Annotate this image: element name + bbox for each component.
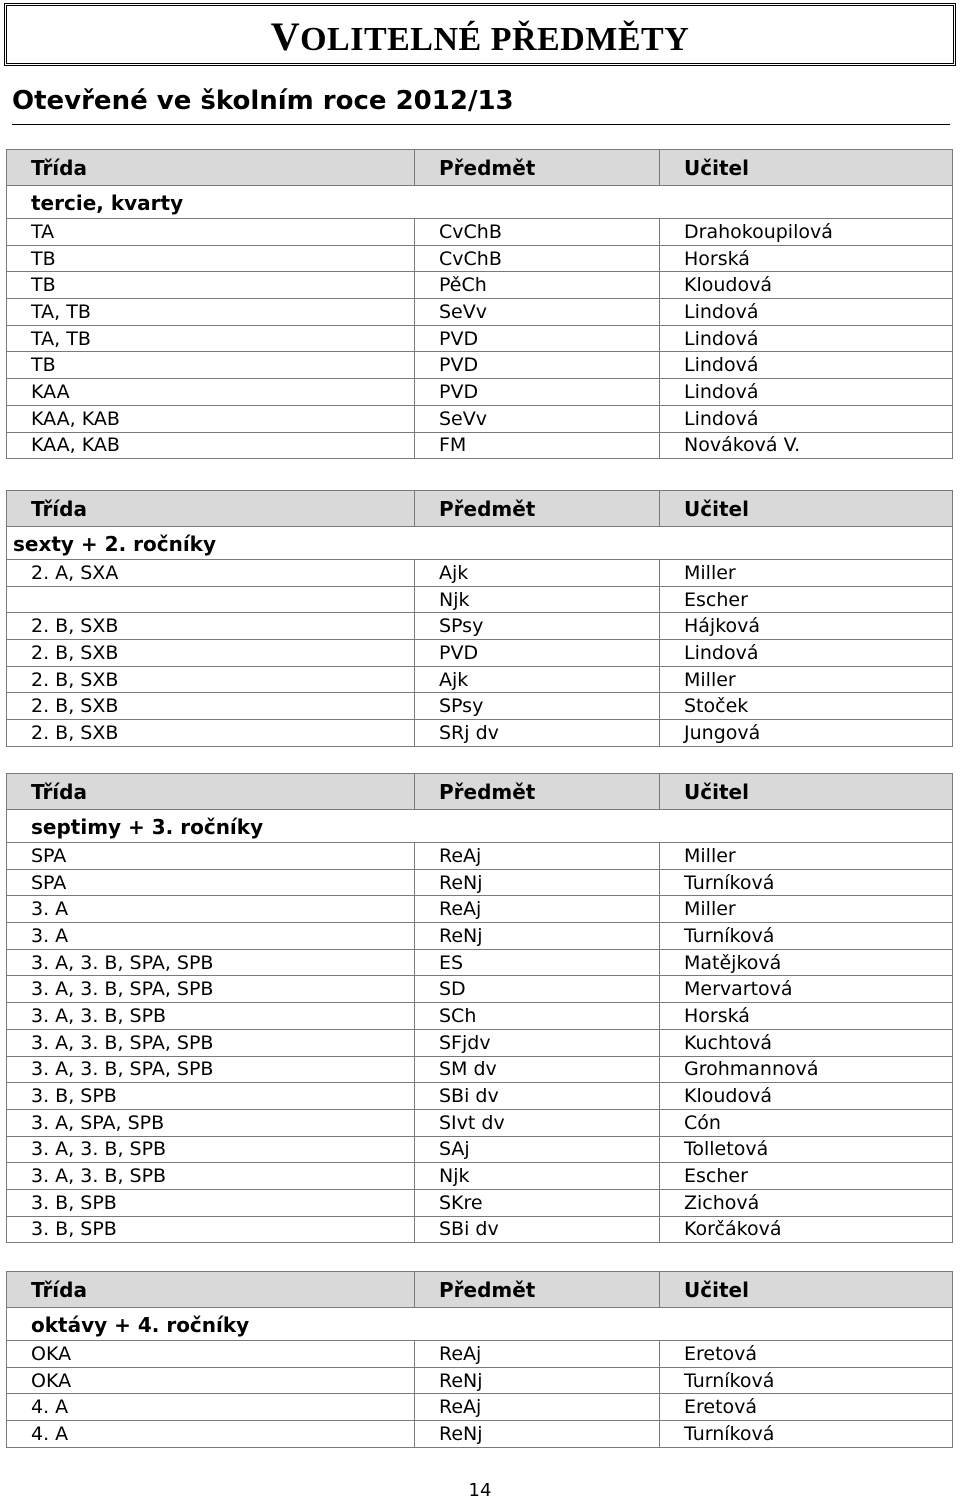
cell-ucitel: Matějková xyxy=(660,949,953,976)
cell-trida: 3. B, SPB xyxy=(7,1189,415,1216)
cell-predmet: SeVv xyxy=(415,405,660,432)
header-ucitel: Učitel xyxy=(660,150,953,186)
cell-ucitel: Hájková xyxy=(660,613,953,640)
cell-predmet: Njk xyxy=(415,1163,660,1190)
table-row xyxy=(7,1136,953,1163)
cell-ucitel: Stoček xyxy=(660,693,953,720)
cell-ucitel: Lindová xyxy=(660,352,953,379)
cell-trida: 3. A, 3. B, SPA, SPB xyxy=(7,1029,415,1056)
cell-predmet: SeVv xyxy=(415,299,660,326)
table-header-row xyxy=(7,774,953,810)
cell-ucitel: Cón xyxy=(660,1109,953,1136)
cell-trida: KAA, KAB xyxy=(7,432,415,459)
cell-predmet: PěCh xyxy=(415,272,660,299)
table-row xyxy=(7,976,953,1003)
header-trida: Třída xyxy=(7,491,415,527)
table-row xyxy=(7,1341,953,1368)
table-header-row xyxy=(7,491,953,527)
cell-ucitel: Kloudová xyxy=(660,1083,953,1110)
cell-predmet: ReAj xyxy=(415,896,660,923)
cell-ucitel: Escher xyxy=(660,1163,953,1190)
cell-predmet: CvChB xyxy=(415,245,660,272)
cell-ucitel: Nováková V. xyxy=(660,432,953,459)
group-label: sexty + 2. ročníky xyxy=(7,527,953,560)
cell-trida: OKA xyxy=(7,1367,415,1394)
cell-trida: TA, TB xyxy=(7,299,415,326)
table-row xyxy=(7,325,953,352)
cell-trida: 3. B, SPB xyxy=(7,1216,415,1243)
title-rest: OLITELNÉ PŘEDMĚTY xyxy=(300,21,690,58)
cell-predmet: ReNj xyxy=(415,1421,660,1448)
cell-trida: 3. A, 3. B, SPB xyxy=(7,1163,415,1190)
table-row xyxy=(7,720,953,747)
cell-ucitel: Miller xyxy=(660,560,953,587)
page-number: 14 xyxy=(468,1480,492,1501)
cell-ucitel: Turníková xyxy=(660,1367,953,1394)
cell-trida: 3. A xyxy=(7,896,415,923)
document-title xyxy=(4,3,956,66)
group-label: septimy + 3. ročníky xyxy=(7,810,953,843)
cell-predmet: ReNj xyxy=(415,923,660,950)
cell-trida: 3. A, 3. B, SPA, SPB xyxy=(7,949,415,976)
cell-predmet: SCh xyxy=(415,1003,660,1030)
table-row xyxy=(7,1056,953,1083)
cell-trida: 4. A xyxy=(7,1394,415,1421)
table-row xyxy=(7,896,953,923)
cell-trida: 2. B, SXB xyxy=(7,613,415,640)
cell-predmet: Ajk xyxy=(415,666,660,693)
cell-ucitel: Turníková xyxy=(660,1421,953,1448)
cell-ucitel: Miller xyxy=(660,843,953,870)
cell-predmet: SBi dv xyxy=(415,1216,660,1243)
table-row xyxy=(7,379,953,406)
cell-predmet: Njk xyxy=(415,586,660,613)
group-label: oktávy + 4. ročníky xyxy=(7,1308,953,1341)
cell-predmet: PVD xyxy=(415,352,660,379)
table-row xyxy=(7,560,953,587)
cell-predmet: SD xyxy=(415,976,660,1003)
cell-trida: 4. A xyxy=(7,1421,415,1448)
cell-ucitel: Eretová xyxy=(660,1394,953,1421)
cell-predmet: SPsy xyxy=(415,693,660,720)
table-row xyxy=(7,245,953,272)
cell-predmet: SBi dv xyxy=(415,1083,660,1110)
table-oktavy xyxy=(6,1271,953,1448)
cell-predmet: Ajk xyxy=(415,560,660,587)
table-row xyxy=(7,869,953,896)
table-row xyxy=(7,613,953,640)
cell-predmet: ReAj xyxy=(415,1341,660,1368)
cell-predmet: FM xyxy=(415,432,660,459)
header-trida: Třída xyxy=(7,150,415,186)
cell-trida xyxy=(7,586,415,613)
cell-trida: 3. A, 3. B, SPB xyxy=(7,1003,415,1030)
cell-predmet: SFjdv xyxy=(415,1029,660,1056)
header-trida: Třída xyxy=(7,774,415,810)
table-row xyxy=(7,1083,953,1110)
cell-predmet: SPsy xyxy=(415,613,660,640)
cell-predmet: SRj dv xyxy=(415,720,660,747)
table-row xyxy=(7,1109,953,1136)
table-row xyxy=(7,1394,953,1421)
cell-ucitel: Jungová xyxy=(660,720,953,747)
header-predmet: Předmět xyxy=(415,1272,660,1308)
cell-predmet: ES xyxy=(415,949,660,976)
cell-predmet: ReAj xyxy=(415,1394,660,1421)
cell-ucitel: Mervartová xyxy=(660,976,953,1003)
subtitle-rule xyxy=(12,124,950,125)
group-row xyxy=(7,186,953,219)
table-row xyxy=(7,1189,953,1216)
group-row xyxy=(7,1308,953,1341)
table-tercie-kvarty xyxy=(6,149,953,459)
cell-ucitel: Lindová xyxy=(660,325,953,352)
cell-predmet: PVD xyxy=(415,640,660,667)
cell-ucitel: Eretová xyxy=(660,1341,953,1368)
group-row xyxy=(7,527,953,560)
header-trida: Třída xyxy=(7,1272,415,1308)
cell-trida: 3. A, 3. B, SPA, SPB xyxy=(7,1056,415,1083)
cell-ucitel: Turníková xyxy=(660,869,953,896)
page-subtitle: Otevřené ve školním roce 2012/13 xyxy=(12,86,514,116)
cell-trida: 3. B, SPB xyxy=(7,1083,415,1110)
table-row xyxy=(7,1367,953,1394)
table-row xyxy=(7,949,953,976)
cell-ucitel: Lindová xyxy=(660,379,953,406)
cell-trida: 3. A xyxy=(7,923,415,950)
cell-ucitel: Lindová xyxy=(660,299,953,326)
table-row xyxy=(7,352,953,379)
table-row xyxy=(7,843,953,870)
cell-ucitel: Turníková xyxy=(660,923,953,950)
cell-predmet: ReNj xyxy=(415,1367,660,1394)
cell-trida: 3. A, SPA, SPB xyxy=(7,1109,415,1136)
table-row xyxy=(7,586,953,613)
table-row xyxy=(7,1029,953,1056)
table-row xyxy=(7,1421,953,1448)
cell-trida: TB xyxy=(7,272,415,299)
cell-predmet: CvChB xyxy=(415,219,660,246)
cell-trida: TB xyxy=(7,245,415,272)
cell-ucitel: Horská xyxy=(660,1003,953,1030)
cell-ucitel: Kloudová xyxy=(660,272,953,299)
cell-trida: 2. B, SXB xyxy=(7,666,415,693)
table-sexty xyxy=(6,490,953,747)
cell-ucitel: Grohmannová xyxy=(660,1056,953,1083)
cell-trida: SPA xyxy=(7,843,415,870)
cell-predmet: PVD xyxy=(415,379,660,406)
table-row xyxy=(7,640,953,667)
cell-trida: 2. B, SXB xyxy=(7,720,415,747)
cell-ucitel: Zichová xyxy=(660,1189,953,1216)
cell-trida: 3. A, 3. B, SPB xyxy=(7,1136,415,1163)
cell-trida: TA xyxy=(7,219,415,246)
header-predmet: Předmět xyxy=(415,150,660,186)
cell-trida: 3. A, 3. B, SPA, SPB xyxy=(7,976,415,1003)
table-header-row xyxy=(7,1272,953,1308)
cell-trida: 2. B, SXB xyxy=(7,640,415,667)
cell-predmet: SM dv xyxy=(415,1056,660,1083)
cell-trida: TA, TB xyxy=(7,325,415,352)
cell-trida: TB xyxy=(7,352,415,379)
table-header-row xyxy=(7,150,953,186)
cell-predmet: PVD xyxy=(415,325,660,352)
table-row xyxy=(7,1216,953,1243)
header-predmet: Předmět xyxy=(415,491,660,527)
cell-ucitel: Miller xyxy=(660,896,953,923)
header-ucitel: Učitel xyxy=(660,774,953,810)
table-row xyxy=(7,299,953,326)
cell-ucitel: Tolletová xyxy=(660,1136,953,1163)
cell-predmet: ReNj xyxy=(415,869,660,896)
cell-predmet: ReAj xyxy=(415,843,660,870)
group-row xyxy=(7,810,953,843)
cell-trida: 2. A, SXA xyxy=(7,560,415,587)
cell-ucitel: Escher xyxy=(660,586,953,613)
header-ucitel: Učitel xyxy=(660,1272,953,1308)
cell-trida: 2. B, SXB xyxy=(7,693,415,720)
table-septimy xyxy=(6,773,953,1243)
cell-ucitel: Drahokoupilová xyxy=(660,219,953,246)
cell-ucitel: Lindová xyxy=(660,640,953,667)
title-first-letter: V xyxy=(270,14,301,59)
cell-ucitel: Horská xyxy=(660,245,953,272)
table-row xyxy=(7,666,953,693)
cell-trida: OKA xyxy=(7,1341,415,1368)
table-row xyxy=(7,432,953,459)
header-predmet: Předmět xyxy=(415,774,660,810)
cell-trida: KAA xyxy=(7,379,415,406)
table-row xyxy=(7,219,953,246)
table-row xyxy=(7,923,953,950)
cell-predmet: SAj xyxy=(415,1136,660,1163)
table-row xyxy=(7,1003,953,1030)
table-row xyxy=(7,693,953,720)
header-ucitel: Učitel xyxy=(660,491,953,527)
cell-ucitel: Lindová xyxy=(660,405,953,432)
table-row xyxy=(7,405,953,432)
cell-predmet: SKre xyxy=(415,1189,660,1216)
cell-ucitel: Kuchtová xyxy=(660,1029,953,1056)
table-row xyxy=(7,1163,953,1190)
cell-trida: SPA xyxy=(7,869,415,896)
cell-trida: KAA, KAB xyxy=(7,405,415,432)
cell-ucitel: Miller xyxy=(660,666,953,693)
group-label: tercie, kvarty xyxy=(7,186,953,219)
cell-predmet: SIvt dv xyxy=(415,1109,660,1136)
table-row xyxy=(7,272,953,299)
cell-ucitel: Korčáková xyxy=(660,1216,953,1243)
